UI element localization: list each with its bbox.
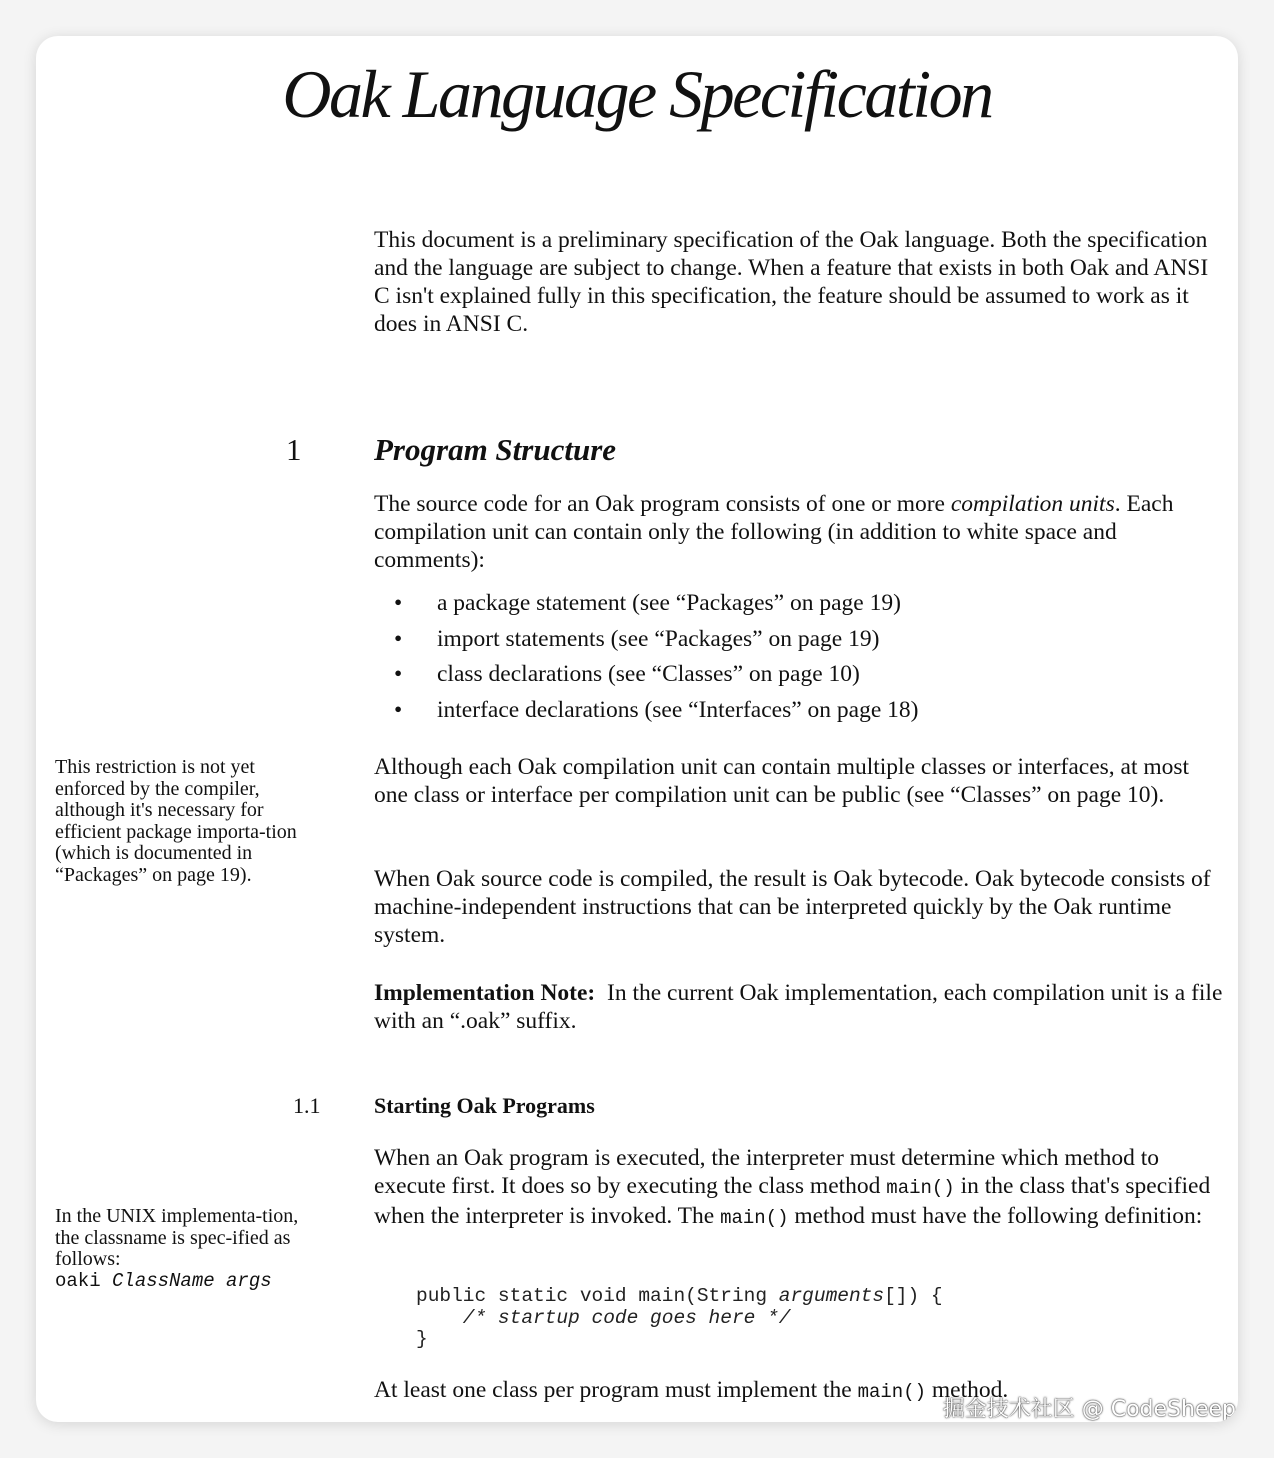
watermark: 掘金技术社区 @ CodeSheep	[942, 1397, 1236, 1422]
section-number: 1	[286, 432, 302, 467]
document-page	[36, 36, 1238, 1422]
code-line: public static void main(String arguments[]) {	[416, 1285, 943, 1307]
margin-note-restriction: This restriction is not yet enforced by the compiler, although it's necessary for efficient package importa-tion (which is documented in “Packages” on page 19).	[55, 756, 297, 886]
list-item: • interface declarations (see “Interfaces” on page 18)	[394, 696, 919, 723]
list-item: • class declarations (see “Classes” on page 10)	[394, 661, 860, 687]
code-line: /* startup code goes here */	[416, 1306, 791, 1329]
bullet-icon: •	[394, 696, 403, 723]
intro-paragraph: This document is a preliminary specification of the Oak language. Both the specification and the language are subject to change. When a feature that exists in both Oak and ANSI C isn't explained fully in this specification, the feature should be assumed to work as it does in ANSI C.	[374, 227, 1209, 337]
note-label: Implementation Note:	[374, 980, 596, 1006]
code-block	[416, 1286, 943, 1351]
margin-note-unix: In the UNIX implementa-tion, the classname is spec-ified as follows: oaki ClassName args	[55, 1206, 317, 1292]
section1-paragraph-3: When Oak source code is compiled, the result is Oak bytecode. Oak bytecode consists of machine-independent instructions that can be interpreted quickly by the Oak runtime system.	[374, 866, 1211, 948]
list-item: • import statements (see “Packages” on page 19)	[394, 625, 880, 652]
code-main: main()	[857, 1381, 927, 1403]
section1-paragraph-2: Although each Oak compilation unit can contain multiple classes or interfaces, at most one class or interface per compilation unit can be public (see “Classes” on page 10).	[374, 754, 1190, 808]
compilation-unit-list	[374, 589, 1224, 731]
unix-command: oaki ClassName args	[55, 1269, 272, 1292]
document-title: Oak Language Specification	[282, 56, 992, 132]
list-item: • a package statement (see “Packages” on page 19)	[394, 590, 901, 616]
section-heading: Program Structure	[374, 432, 617, 467]
implementation-note: Implementation Note: In the current Oak implementation, each compilation unit is a file with an “.oak” suffix.	[374, 980, 1223, 1034]
section1-1-paragraph-2: At least one class per program must implement the main() method.	[374, 1377, 1009, 1403]
bullet-icon: •	[394, 661, 403, 687]
bullet-icon: •	[394, 625, 403, 652]
subsection-heading: Starting Oak Programs	[374, 1093, 595, 1118]
section1-paragraph-1: The source code for an Oak program consists of one or more compilation units. Each compilation unit can contain only the following (in addition to white space and comments):	[374, 491, 1174, 573]
code-main: main()	[720, 1207, 789, 1229]
term-compilation-units: compilation units	[950, 491, 1115, 517]
bullet-icon: •	[394, 590, 403, 616]
code-line: }	[416, 1328, 428, 1350]
section1-1-paragraph-1: When an Oak program is executed, the interpreter must determine which method to execute first. It does so by executing the class method main() in the class that's specified when the interpreter is invoked. The main() method must have the following definition:	[374, 1145, 1211, 1229]
subsection-number: 1.1	[293, 1093, 321, 1118]
code-main: main()	[886, 1177, 955, 1199]
